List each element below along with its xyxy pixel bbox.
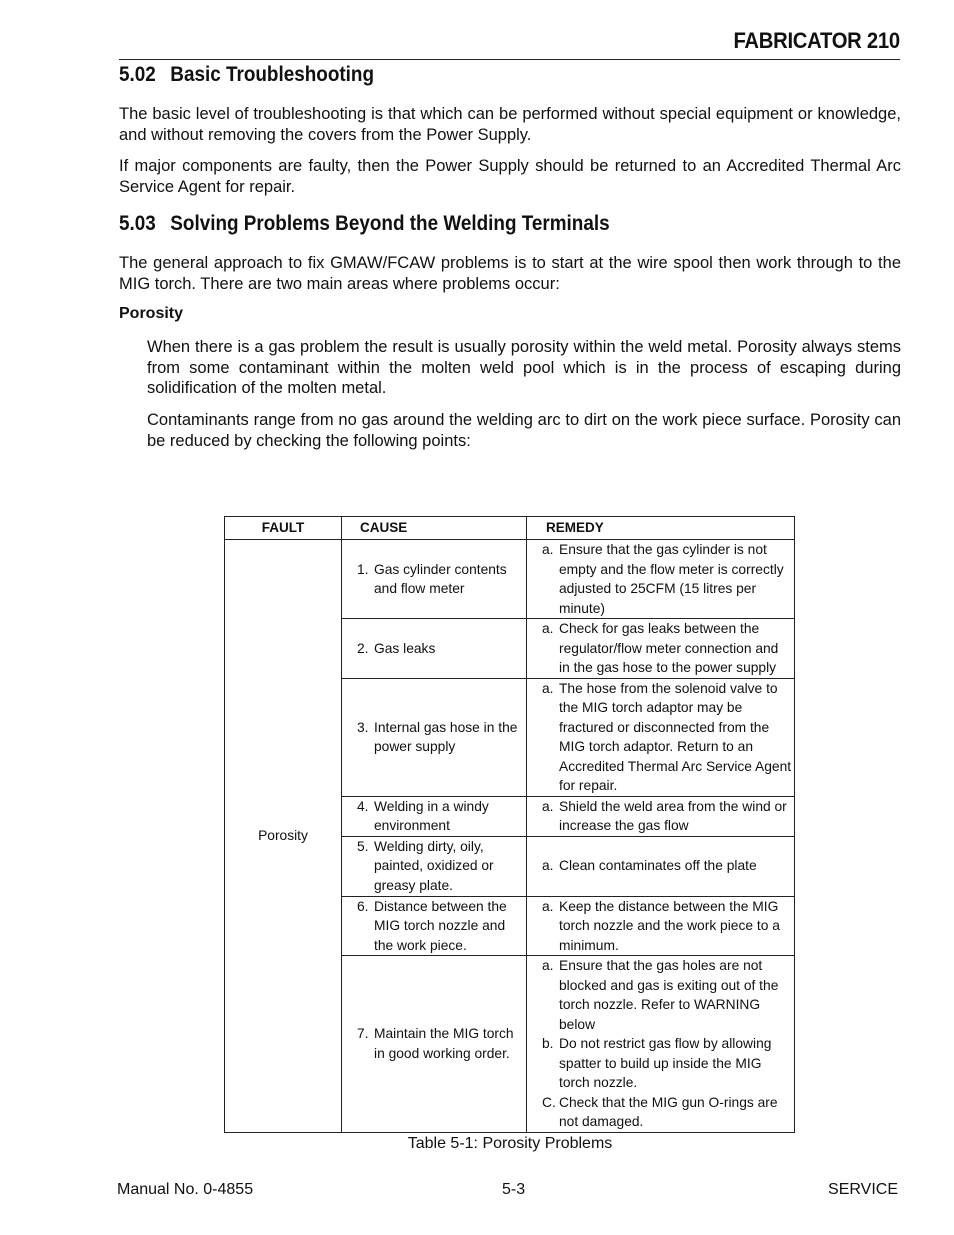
- cause-item: [357, 718, 526, 757]
- fault-cell: Porosity: [225, 540, 342, 1133]
- remedy-cell: [527, 956, 795, 1133]
- cause-item: [357, 560, 526, 599]
- section-title: Solving Problems Beyond the Welding Terminals: [170, 212, 610, 235]
- porosity-subheading: Porosity: [119, 305, 184, 322]
- remedy-item: [542, 540, 792, 618]
- remedy-marker: a.: [542, 621, 554, 636]
- paragraph: Contaminants range from no gas around the welding arc to dirt on the work piece surface. Porosity can be reduced by checking the following points:: [147, 411, 901, 450]
- cause-item: [357, 797, 526, 836]
- section-502-heading: [119, 63, 374, 87]
- remedy-item: [542, 1093, 792, 1132]
- cause-text: Welding in a windy environment: [374, 798, 489, 833]
- cause-text: Welding dirty, oily, painted, oxidized or greasy plate.: [374, 838, 494, 893]
- remedy-marker: a.: [542, 798, 554, 814]
- remedy-item: [542, 797, 792, 836]
- remedy-marker: a.: [542, 958, 554, 973]
- remedy-marker: a.: [542, 542, 554, 557]
- product-title: FABRICATOR 210: [733, 28, 900, 53]
- remedy-item: [542, 956, 792, 1034]
- remedy-item: [542, 1034, 792, 1093]
- cause-cell: [342, 896, 527, 956]
- cause-number: 4.: [357, 798, 369, 814]
- remedy-text: Ensure that the gas holes are not blocked and gas is exiting out of the torch nozzle. Refer to WARNING below: [559, 958, 779, 1032]
- remedy-text: Ensure that the gas cylinder is not empty and the flow meter is correctly adjusted to 25CFM (15 litres per minute): [559, 542, 784, 616]
- header-rule: [119, 59, 900, 60]
- remedy-cell: [527, 540, 795, 619]
- cause-cell: [342, 956, 527, 1133]
- remedy-item: [542, 619, 792, 678]
- table-caption: Table 5-1: Porosity Problems: [407, 1135, 613, 1152]
- remedy-text: Keep the distance between the MIG torch nozzle and the work piece to a minimum.: [559, 898, 780, 953]
- cause-text: Distance between the MIG torch nozzle and the work piece.: [374, 898, 507, 953]
- remedy-text: Check that the MIG gun O-rings are not damaged.: [559, 1094, 778, 1129]
- cause-text: Internal gas hose in the power supply: [374, 719, 518, 754]
- cause-text: Gas cylinder contents and flow meter: [374, 561, 507, 596]
- remedy-text: Shield the weld area from the wind or increase the gas flow: [559, 798, 787, 833]
- cause-number: 5.: [357, 838, 369, 854]
- remedy-cell: [527, 896, 795, 956]
- header-cause: CAUSE: [342, 517, 527, 540]
- cause-item: [357, 837, 526, 896]
- remedy-cell: [527, 619, 795, 679]
- cause-number: 3.: [357, 719, 369, 735]
- cause-cell: [342, 836, 527, 896]
- cause-number: 2.: [357, 640, 369, 656]
- remedy-item: [542, 897, 792, 956]
- section-number: 5.03: [119, 212, 156, 235]
- paragraph: The general approach to fix GMAW/FCAW problems is to start at the wire spool then work through to the MIG torch. There are two main areas where problems occur:: [119, 254, 901, 293]
- cause-item: [357, 1024, 526, 1063]
- cause-cell: [342, 796, 527, 836]
- remedy-cell: [527, 836, 795, 896]
- remedy-item: [542, 679, 792, 796]
- remedy-marker: a.: [542, 858, 554, 874]
- remedy-text: The hose from the solenoid valve to the MIG torch adaptor may be fractured or disconnected from the MIG torch adaptor. Return to an Accredited Thermal Arc Service Agent for repair.: [559, 680, 792, 793]
- cause-cell: [342, 619, 527, 679]
- table-row: [225, 540, 795, 619]
- porosity-table: [224, 516, 795, 1133]
- cause-item: [357, 639, 526, 659]
- footer-page-number: 5-3: [502, 1181, 526, 1198]
- footer-manual-number: Manual No. 0-4855: [117, 1181, 254, 1198]
- remedy-item: [542, 856, 792, 876]
- section-title: Basic Troubleshooting: [170, 63, 375, 86]
- remedy-cell: [527, 678, 795, 796]
- cause-item: [357, 897, 526, 956]
- header-remedy: REMEDY: [527, 517, 795, 540]
- remedy-text: Check for gas leaks between the regulator/flow meter connection and in the gas hose to the power supply: [559, 621, 779, 675]
- cause-number: 6.: [357, 898, 369, 914]
- footer-section: SERVICE: [828, 1181, 898, 1198]
- remedy-marker: C.: [542, 1094, 556, 1110]
- remedy-marker: b.: [542, 1036, 554, 1051]
- paragraph: If major components are faulty, then the Power Supply should be returned to an Accredited Thermal Arc Service Agent for repair.: [119, 157, 901, 196]
- remedy-cell: [527, 796, 795, 836]
- cause-cell: [342, 540, 527, 619]
- cause-text: Gas leaks: [374, 640, 436, 656]
- remedy-text: Do not restrict gas flow by allowing spatter to build up inside the MIG torch nozzle.: [559, 1036, 772, 1090]
- cause-number: 1.: [357, 561, 369, 577]
- cause-text: Maintain the MIG torch in good working order.: [374, 1026, 514, 1061]
- remedy-marker: a.: [542, 898, 554, 914]
- remedy-marker: a.: [542, 680, 554, 696]
- cause-cell: [342, 678, 527, 796]
- header-fault: FAULT: [225, 517, 342, 540]
- remedy-text: Clean contaminates off the plate: [559, 858, 757, 874]
- paragraph: The basic level of troubleshooting is that which can be performed without special equipment or knowledge, and without removing the covers from the Power Supply.: [119, 105, 901, 144]
- table-body: [225, 540, 795, 1133]
- paragraph: When there is a gas problem the result is usually porosity within the weld metal. Porosity always stems from some contaminant within the molten weld pool which is in the process of escaping during solidification of the molten metal.: [147, 338, 901, 397]
- section-503-heading: [119, 212, 610, 236]
- section-number: 5.02: [119, 63, 156, 86]
- table-header-row: [225, 517, 795, 540]
- cause-number: 7.: [357, 1026, 369, 1042]
